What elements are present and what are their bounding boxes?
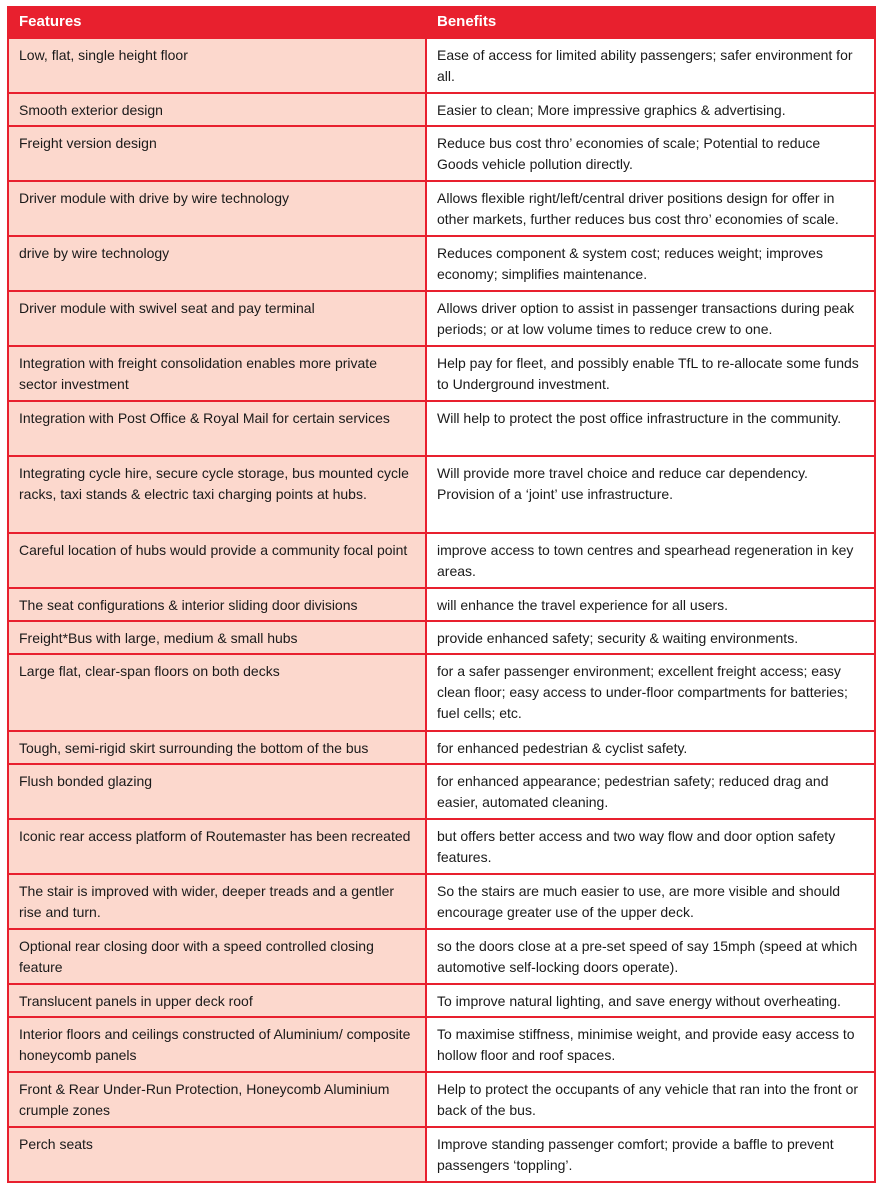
feature-cell: The seat configurations & interior sliding door divisions [8, 588, 426, 621]
feature-cell: Optional rear closing door with a speed controlled closing feature [8, 929, 426, 984]
table-row [8, 764, 875, 819]
feature-cell: Integration with freight consolidation enables more private sector investment [8, 346, 426, 401]
feature-cell: Tough, semi-rigid skirt surrounding the bottom of the bus [8, 731, 426, 764]
table-row [8, 456, 875, 533]
table-row [8, 181, 875, 236]
features-benefits-table [7, 6, 876, 1183]
feature-cell: Integrating cycle hire, secure cycle storage, bus mounted cycle racks, taxi stands & electric taxi charging points at hubs. [8, 456, 426, 533]
benefit-cell: Improve standing passenger comfort; provide a baffle to prevent passengers ‘toppling’. [426, 1127, 875, 1182]
feature-cell: Interior floors and ceilings constructed of Aluminium/ composite honeycomb panels [8, 1017, 426, 1072]
feature-cell: Flush bonded glazing [8, 764, 426, 819]
table-row [8, 291, 875, 346]
benefit-cell: So the stairs are much easier to use, are more visible and should encourage greater use of the upper deck. [426, 874, 875, 929]
feature-cell: Perch seats [8, 1127, 426, 1182]
feature-cell: drive by wire technology [8, 236, 426, 291]
feature-cell: Freight version design [8, 126, 426, 181]
table-row [8, 654, 875, 731]
feature-cell: Careful location of hubs would provide a community focal point [8, 533, 426, 588]
benefit-cell: Easier to clean; More impressive graphics & advertising. [426, 93, 875, 126]
table-row [8, 38, 875, 93]
benefit-cell: for a safer passenger environment; excellent freight access; easy clean floor; easy access to under-floor compartments for batteries; fuel cells; etc. [426, 654, 875, 731]
feature-cell: Large flat, clear-span floors on both decks [8, 654, 426, 731]
feature-cell: The stair is improved with wider, deeper treads and a gentler rise and turn. [8, 874, 426, 929]
table-row [8, 1127, 875, 1182]
features-benefits-table-wrapper [7, 6, 874, 1183]
feature-cell: Freight*Bus with large, medium & small hubs [8, 621, 426, 654]
table-row [8, 126, 875, 181]
table-row [8, 401, 875, 456]
table-row [8, 621, 875, 654]
table-row [8, 819, 875, 874]
table-row [8, 93, 875, 126]
benefit-cell: for enhanced appearance; pedestrian safety; reduced drag and easier, automated cleaning. [426, 764, 875, 819]
benefit-cell: provide enhanced safety; security & waiting environments. [426, 621, 875, 654]
benefit-cell: To maximise stiffness, minimise weight, and provide easy access to hollow floor and roof spaces. [426, 1017, 875, 1072]
column-header-benefits: Benefits [426, 6, 875, 38]
table-row [8, 1072, 875, 1127]
table-row [8, 533, 875, 588]
benefit-cell: Will help to protect the post office infrastructure in the community. [426, 401, 875, 456]
feature-cell: Driver module with drive by wire technology [8, 181, 426, 236]
benefit-cell: will enhance the travel experience for all users. [426, 588, 875, 621]
benefit-cell: Help to protect the occupants of any vehicle that ran into the front or back of the bus. [426, 1072, 875, 1127]
table-row [8, 346, 875, 401]
benefit-cell: Ease of access for limited ability passengers; safer environment for all. [426, 38, 875, 93]
benefit-cell: Reduces component & system cost; reduces weight; improves economy; simplifies maintenance. [426, 236, 875, 291]
benefit-cell: Allows flexible right/left/central driver positions design for offer in other markets, further reduces bus cost thro’ economies of scale. [426, 181, 875, 236]
benefit-cell: Allows driver option to assist in passenger transactions during peak periods; or at low volume times to reduce crew to one. [426, 291, 875, 346]
benefit-cell: Help pay for fleet, and possibly enable TfL to re-allocate some funds to Underground investment. [426, 346, 875, 401]
benefit-cell: To improve natural lighting, and save energy without overheating. [426, 984, 875, 1017]
feature-cell: Integration with Post Office & Royal Mail for certain services [8, 401, 426, 456]
table-row [8, 984, 875, 1017]
benefit-cell: so the doors close at a pre-set speed of say 15mph (speed at which automotive self-locking doors operate). [426, 929, 875, 984]
table-row [8, 588, 875, 621]
feature-cell: Iconic rear access platform of Routemaster has been recreated [8, 819, 426, 874]
feature-cell: Low, flat, single height floor [8, 38, 426, 93]
table-row [8, 929, 875, 984]
benefit-cell: but offers better access and two way flow and door option safety features. [426, 819, 875, 874]
benefit-cell: for enhanced pedestrian & cyclist safety. [426, 731, 875, 764]
feature-cell: Translucent panels in upper deck roof [8, 984, 426, 1017]
benefit-cell: Reduce bus cost thro’ economies of scale; Potential to reduce Goods vehicle pollution directly. [426, 126, 875, 181]
table-row [8, 236, 875, 291]
table-row [8, 1017, 875, 1072]
benefit-cell: Will provide more travel choice and reduce car dependency. Provision of a ‘joint’ use infrastructure. [426, 456, 875, 533]
feature-cell: Smooth exterior design [8, 93, 426, 126]
column-header-features: Features [8, 6, 426, 38]
benefit-cell: improve access to town centres and spearhead regeneration in key areas. [426, 533, 875, 588]
feature-cell: Front & Rear Under-Run Protection, Honeycomb Aluminium crumple zones [8, 1072, 426, 1127]
feature-cell: Driver module with swivel seat and pay terminal [8, 291, 426, 346]
table-row [8, 874, 875, 929]
table-row [8, 731, 875, 764]
table-header-row [8, 6, 875, 38]
